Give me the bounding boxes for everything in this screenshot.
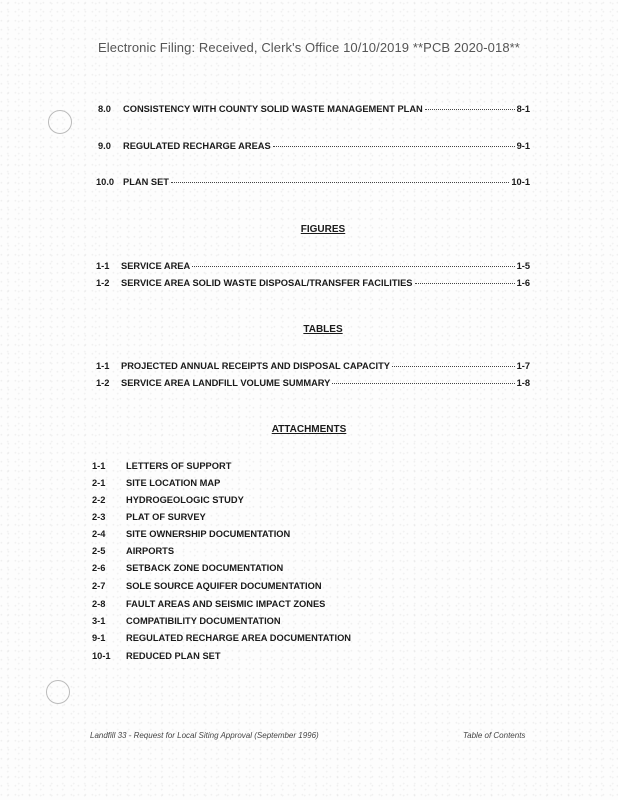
attachment-title: COMPATIBILITY DOCUMENTATION <box>126 616 281 626</box>
attachment-row <box>92 461 231 471</box>
dot-leader <box>171 182 509 183</box>
footer-right: Table of Contents <box>463 731 526 740</box>
section-number: 9.0 <box>98 141 111 151</box>
section-page: 10-1 <box>511 177 530 187</box>
attachment-title: SITE OWNERSHIP DOCUMENTATION <box>126 529 291 539</box>
table-number: 1-1 <box>96 361 110 371</box>
attachment-number: 2-4 <box>92 529 106 539</box>
figure-title: SERVICE AREA SOLID WASTE DISPOSAL/TRANSFER FACILITIES <box>121 278 413 288</box>
footer-left: Landfill 33 - Request for Local Siting Approval (September 1996) <box>90 731 319 740</box>
attachment-title: HYDROGEOLOGIC STUDY <box>126 495 244 505</box>
figure-row <box>96 278 530 288</box>
table-row <box>96 378 530 388</box>
attachment-row <box>92 478 220 488</box>
section-title: REGULATED RECHARGE AREAS <box>123 141 271 151</box>
table-page: 1-7 <box>516 361 530 371</box>
dot-leader <box>425 109 515 110</box>
section-page: 9-1 <box>516 141 530 151</box>
dot-leader <box>192 266 514 267</box>
scan-hole-mark <box>46 680 70 704</box>
figure-page: 1-6 <box>516 278 530 288</box>
toc-section-row <box>98 104 530 114</box>
section-title: PLAN SET <box>123 177 169 187</box>
figure-page: 1-5 <box>516 261 530 271</box>
attachment-title: REGULATED RECHARGE AREA DOCUMENTATION <box>126 633 352 643</box>
attachment-number: 10-1 <box>92 651 111 661</box>
filing-stamp: Electronic Filing: Received, Clerk's Office 10/10/2019 **PCB 2020-018** <box>98 40 520 55</box>
dot-leader <box>415 283 515 284</box>
attachment-title: FAULT AREAS AND SEISMIC IMPACT ZONES <box>126 599 326 609</box>
section-number: 10.0 <box>96 177 115 187</box>
table-page: 1-8 <box>516 378 530 388</box>
attachment-row <box>92 512 206 522</box>
attachment-number: 2-3 <box>92 512 106 522</box>
attachment-number: 2-1 <box>92 478 106 488</box>
attachment-title: PLAT OF SURVEY <box>126 512 206 522</box>
figure-row <box>96 261 530 271</box>
attachment-title: SITE LOCATION MAP <box>126 478 221 488</box>
attachment-number: 3-1 <box>92 616 106 626</box>
attachment-row <box>92 495 244 505</box>
attachment-row <box>92 651 221 661</box>
attachment-number: 2-5 <box>92 546 106 556</box>
section-page: 8-1 <box>516 104 530 114</box>
attachment-number: 1-1 <box>92 461 106 471</box>
attachment-row <box>92 529 290 539</box>
table-row <box>96 361 530 371</box>
tables-heading: TABLES <box>303 324 343 335</box>
figure-number: 1-2 <box>96 278 110 288</box>
figure-title: SERVICE AREA <box>121 261 191 271</box>
attachment-number: 9-1 <box>92 633 106 643</box>
attachment-row <box>92 599 325 609</box>
attachment-number: 2-8 <box>92 599 106 609</box>
toc-section-row <box>98 141 530 151</box>
attachment-row <box>92 546 174 556</box>
scan-hole-mark <box>48 110 72 134</box>
section-title: CONSISTENCY WITH COUNTY SOLID WASTE MANAGEMENT PLAN <box>123 104 423 114</box>
table-number: 1-2 <box>96 378 110 388</box>
attachment-title: SETBACK ZONE DOCUMENTATION <box>126 563 284 573</box>
dot-leader <box>392 366 515 367</box>
attachments-heading: ATTACHMENTS <box>271 424 347 435</box>
table-title: SERVICE AREA LANDFILL VOLUME SUMMARY <box>121 378 331 388</box>
attachment-number: 2-7 <box>92 581 106 591</box>
attachment-title: REDUCED PLAN SET <box>126 651 221 661</box>
toc-section-row <box>96 177 530 187</box>
figures-heading: FIGURES <box>300 224 346 235</box>
dot-leader <box>273 146 515 147</box>
attachment-number: 2-2 <box>92 495 106 505</box>
section-number: 8.0 <box>98 104 111 114</box>
figure-number: 1-1 <box>96 261 110 271</box>
attachment-row <box>92 581 322 591</box>
attachment-row <box>92 616 281 626</box>
attachment-number: 2-6 <box>92 563 106 573</box>
table-title: PROJECTED ANNUAL RECEIPTS AND DISPOSAL CAPACITY <box>121 361 390 371</box>
dot-leader <box>332 383 514 384</box>
attachment-title: LETTERS OF SUPPORT <box>126 461 232 471</box>
attachment-title: SOLE SOURCE AQUIFER DOCUMENTATION <box>126 581 322 591</box>
attachment-row <box>92 633 351 643</box>
attachment-title: AIRPORTS <box>126 546 175 556</box>
attachment-row <box>92 563 283 573</box>
